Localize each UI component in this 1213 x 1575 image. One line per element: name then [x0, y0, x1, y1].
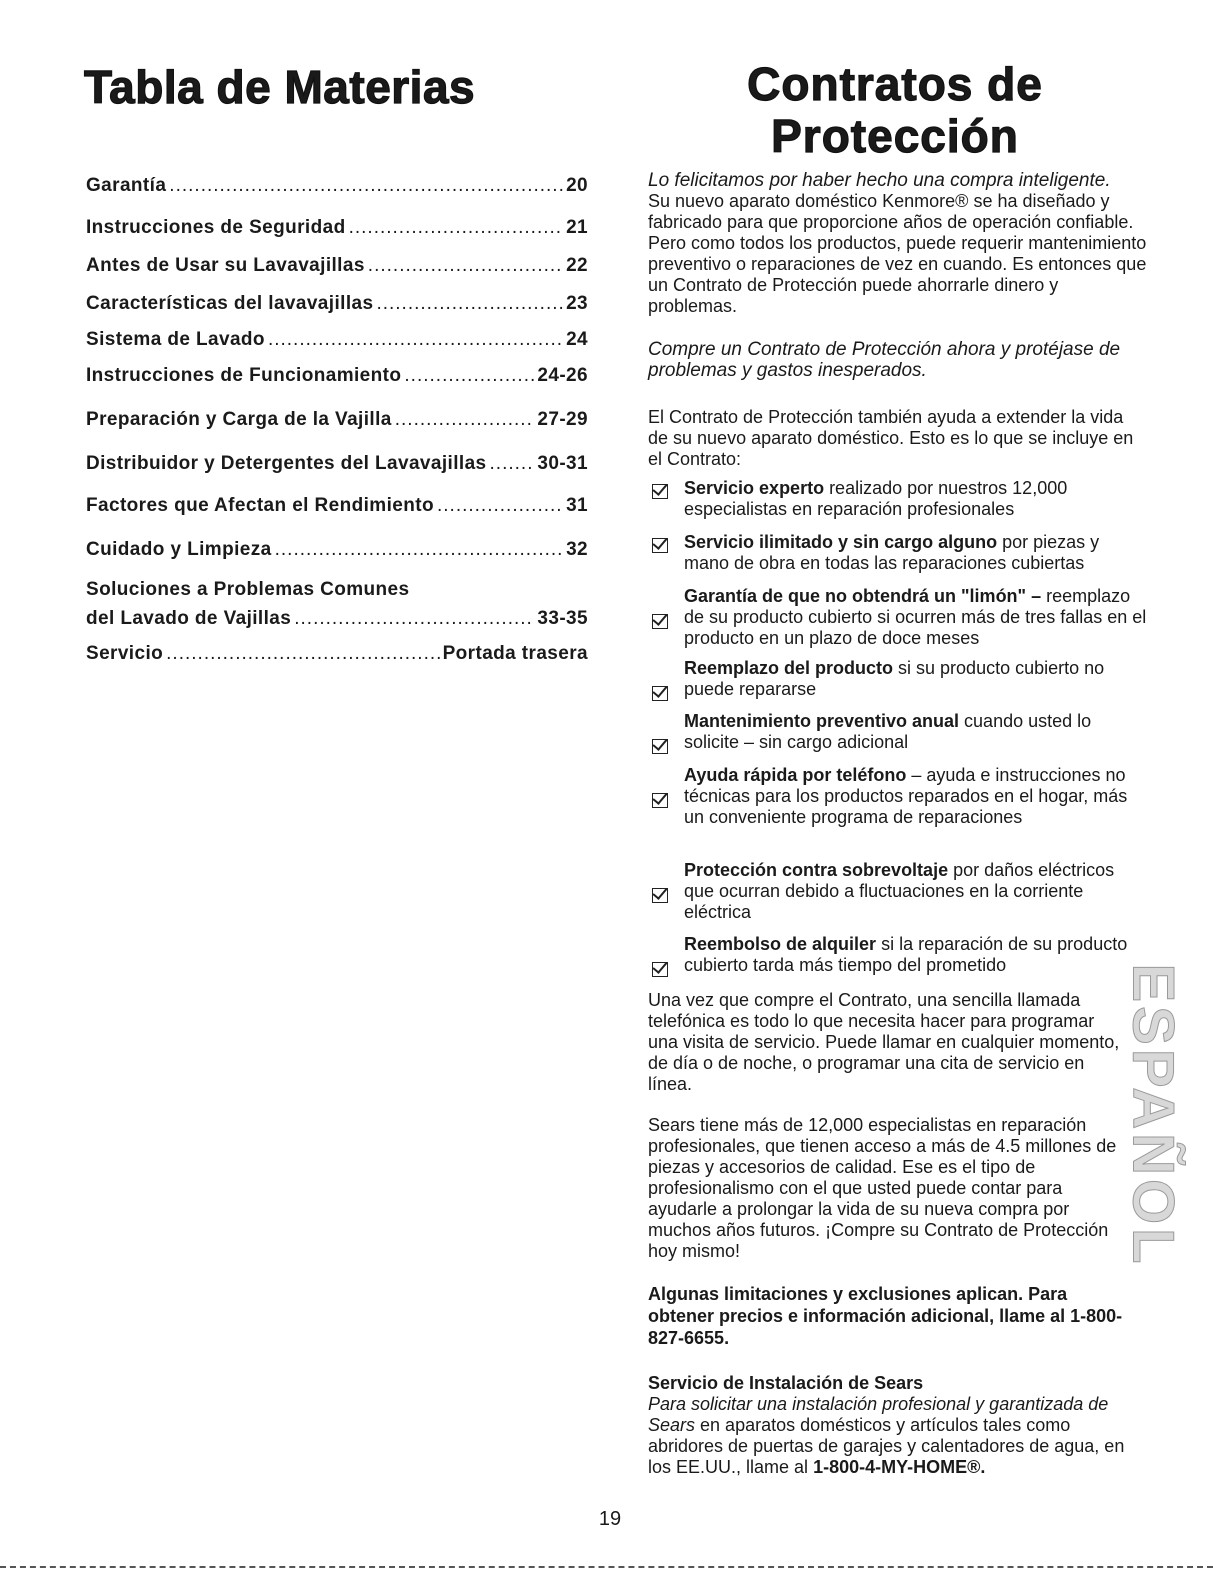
- limits-text: Algunas limitaciones y exclusiones aplican. Para obtener precios e información adicional, llame al 1-800-827-6655.: [648, 1284, 1123, 1348]
- call-paragraph: Una vez que compre el Contrato, una sencilla llamada telefónica es todo lo que necesita hacer para programar una visita de servicio. Puede llamar en cualquier momento, de día o de noche, o programar una cita de servicio en línea.: [648, 990, 1120, 1094]
- checkbox-checked-icon: [652, 888, 668, 903]
- checkbox-checked-icon: [652, 962, 668, 977]
- benefit-bold: Ayuda rápida por teléfono: [684, 765, 907, 785]
- toc-page: 21: [566, 217, 588, 238]
- toc-leader: [368, 254, 563, 278]
- checkbox-checked-icon: [652, 484, 668, 499]
- toc-row-factores[interactable]: [86, 494, 588, 518]
- toc-leader: [490, 452, 535, 476]
- toc-row-distribuidor[interactable]: [86, 452, 588, 476]
- toc-page: Portada trasera: [442, 643, 588, 664]
- includes-text: El Contrato de Protección también ayuda a extender la vida de su nuevo aparato doméstico. Esto es lo que se incluye en el Contrato:: [648, 407, 1134, 469]
- toc-leader: [268, 328, 563, 352]
- toc-page: 23: [566, 293, 588, 314]
- checkbox-checked-icon: [652, 686, 668, 701]
- toc-leader: [437, 494, 563, 518]
- protection-title-line1: Contratos de: [747, 58, 1043, 110]
- checkbox-checked-icon: [652, 793, 668, 808]
- toc-row-garantia[interactable]: [86, 174, 588, 198]
- benefit-bold: Reembolso de alquiler: [684, 934, 877, 954]
- install-italic: Para solicitar una instalación profesional y garantizada de Sears: [648, 1394, 1109, 1435]
- toc-page: 27-29: [537, 409, 588, 430]
- sears-paragraph: Sears tiene más de 12,000 especialistas en reparación profesionales, que tienen acceso a más de 4.5 millones de piezas y accesorios de calidad. Ese es el tipo de profesionalismo con el que usted puede contar para ayudarle a prolongar la vida de su nueva compra por muchos años futuros. ¡Compre su Contrato de Protección hoy mismo!: [648, 1115, 1117, 1261]
- toc-page: 24: [566, 329, 588, 350]
- toc-label: Preparación y Carga de la Vajilla: [86, 409, 392, 430]
- install-text: en aparatos domésticos y artículos tales como abridores de puertas de garajes y calentadores de agua, en los EE.UU., llame al: [648, 1415, 1125, 1477]
- checkbox-checked-icon: [652, 614, 668, 629]
- benefit-text: – ayuda e instrucciones no técnicas para los productos reparados en el hogar, más un conveniente programa de reparaciones: [684, 765, 1128, 827]
- toc-row-preparacion[interactable]: [86, 408, 588, 432]
- toc-leader: [376, 292, 563, 316]
- benefit-text: si la reparación de su producto cubierto tarda más tiempo del prometido: [684, 934, 1128, 975]
- toc-label: Garantía: [86, 175, 167, 196]
- scan-border: [0, 1566, 1213, 1568]
- toc-page: 20: [566, 175, 588, 196]
- benefit-bold: Mantenimiento preventivo anual: [684, 711, 960, 731]
- protection-title: [650, 58, 1140, 162]
- page-number: 19: [598, 1508, 622, 1530]
- toc-label: Servicio: [86, 643, 164, 664]
- toc-label: Cuidado y Limpieza: [86, 539, 272, 560]
- protection-title-line2: Protección: [771, 110, 1019, 162]
- benefit-text: realizado por nuestros 12,000 especialistas en reparación profesionales: [684, 478, 1068, 519]
- toc-row-sistema-lavado[interactable]: [86, 328, 588, 352]
- toc-page: 31: [566, 495, 588, 516]
- toc-row-servicio[interactable]: [86, 642, 588, 666]
- checkbox-checked-icon: [652, 739, 668, 754]
- closing-section: [648, 990, 1123, 1262]
- intro-italic: Lo felicitamos por haber hecho una compra inteligente.: [648, 170, 1111, 191]
- benefit-text: reemplazo de su producto cubierto si ocurren más de tres fallas en el producto en un plazo de doce meses: [684, 586, 1147, 648]
- checkbox-checked-icon: [652, 538, 668, 553]
- toc-label: Soluciones a Problemas Comunes: [86, 579, 410, 600]
- benefit-bold: Protección contra sobrevoltaje: [684, 860, 949, 880]
- install-paragraph: [648, 1394, 1138, 1478]
- benefit-bold: Servicio experto: [684, 478, 825, 498]
- toc-page: 33-35: [537, 608, 588, 629]
- toc-label: Distribuidor y Detergentes del Lavavajillas: [86, 453, 487, 474]
- toc-label: Antes de Usar su Lavavajillas: [86, 255, 365, 276]
- benefit-bold: Garantía de que no obtendrá un "limón" –: [684, 586, 1042, 606]
- toc-row-seguridad[interactable]: [86, 216, 588, 240]
- toc-page: 30-31: [537, 453, 588, 474]
- toc-label: Sistema de Lavado: [86, 329, 265, 350]
- toc-row-soluciones[interactable]: [86, 578, 588, 631]
- buy-italic: Compre un Contrato de Protección ahora y protéjase de problemas y gastos inesperados.: [648, 339, 1121, 381]
- toc-row-antes-de-usar[interactable]: [86, 254, 588, 278]
- benefit-text: cuando usted lo solicite – sin cargo adicional: [684, 711, 1092, 752]
- toc-row-cuidado[interactable]: [86, 538, 588, 562]
- benefit-text: si su producto cubierto no puede repararse: [684, 658, 1105, 699]
- toc-leader: [166, 642, 439, 666]
- toc-page: 22: [566, 255, 588, 276]
- toc-leader: [294, 607, 534, 631]
- toc-leader: [395, 408, 535, 432]
- toc-label: Factores que Afectan el Rendimiento: [86, 495, 434, 516]
- benefit-bold: Reemplazo del producto: [684, 658, 894, 678]
- toc-leader: [349, 216, 563, 240]
- install-heading: Servicio de Instalación de Sears: [648, 1373, 924, 1393]
- language-side-tab: [1118, 962, 1188, 1268]
- toc-page: 32: [566, 539, 588, 560]
- toc-leader: [404, 364, 534, 388]
- benefit-text: por piezas y mano de obra en todas las reparaciones cubiertas: [684, 532, 1100, 573]
- limits-section: [648, 1283, 1138, 1478]
- toc-row-caracteristicas[interactable]: [86, 292, 588, 316]
- toc-label: Instrucciones de Seguridad: [86, 217, 346, 238]
- toc-leader: [275, 538, 563, 562]
- intro-text: Su nuevo aparato doméstico Kenmore® se ha diseñado y fabricado para que proporcione años de operación confiable. Pero como todos los productos, puede requerir mantenimiento preventivo o reparaciones de vez en cuando. Es entonces que un Contrato de Protección puede ahorrarle dinero y problemas.: [648, 191, 1147, 316]
- protection-intro: [648, 170, 1148, 470]
- install-phone[interactable]: 1-800-4-MY-HOME®.: [813, 1457, 986, 1477]
- benefit-text: por daños eléctricos que ocurran debido a fluctuaciones en la corriente eléctrica: [684, 860, 1115, 922]
- language-tab-label: ESPAÑOL: [1120, 962, 1186, 1268]
- toc-label: Características del lavavajillas: [86, 293, 374, 314]
- toc-leader: [169, 174, 563, 198]
- toc-page: 24-26: [537, 365, 588, 386]
- toc-row-funcionamiento[interactable]: [86, 364, 588, 388]
- toc-label-continued: del Lavado de Vajillas: [86, 608, 292, 629]
- toc-label: Instrucciones de Funcionamiento: [86, 365, 402, 386]
- toc-title: Tabla de Materias: [84, 61, 476, 113]
- benefit-bold: Servicio ilimitado y sin cargo alguno: [684, 532, 998, 552]
